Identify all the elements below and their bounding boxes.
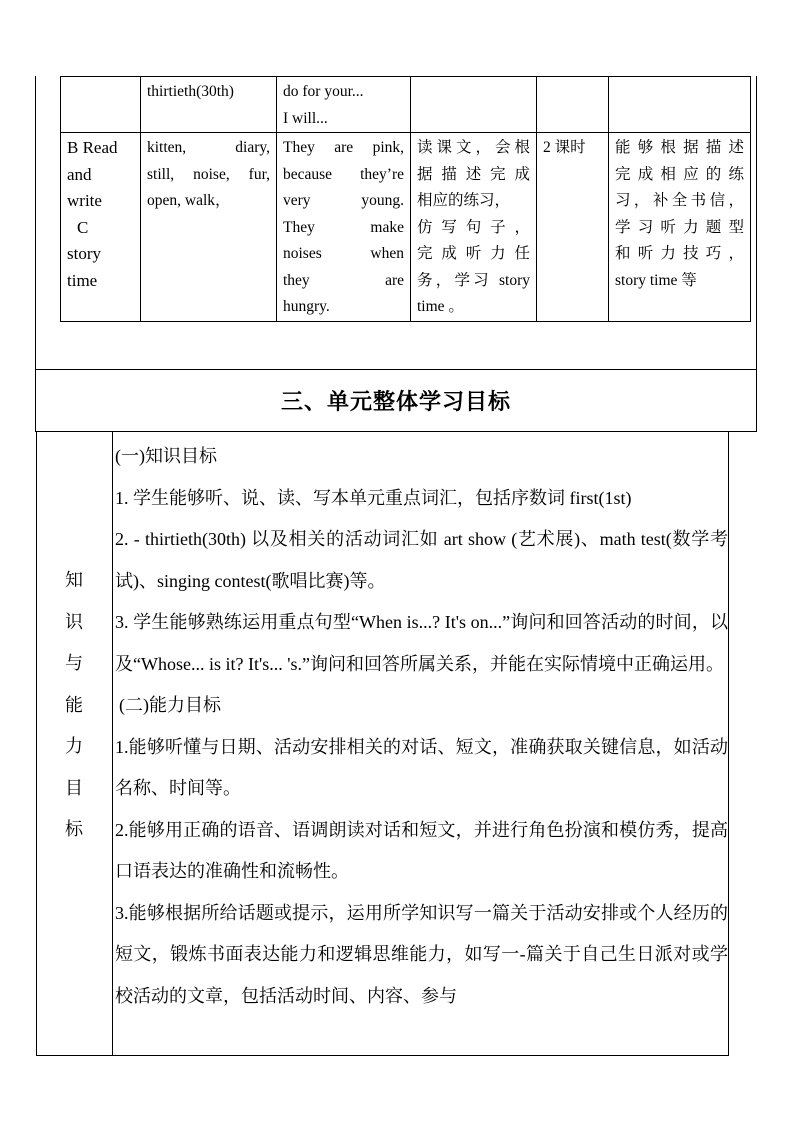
cell-vocab: thirtieth(30th) bbox=[141, 77, 277, 133]
activity-line: 完成听力任 bbox=[417, 245, 530, 262]
activity-line: time 。 bbox=[417, 298, 464, 315]
goal-line: 完成相应的练 bbox=[615, 165, 744, 183]
label-char: 识 bbox=[65, 611, 83, 632]
lesson-plan-table bbox=[60, 76, 751, 322]
cell-hours: 2 课时 bbox=[537, 133, 609, 322]
section-line: time bbox=[67, 270, 98, 290]
activity-line: 相应的练习， bbox=[417, 192, 511, 209]
sentence-line: I will... bbox=[283, 109, 328, 127]
cell-goals bbox=[609, 77, 751, 133]
section-line: and bbox=[67, 164, 92, 184]
cell-activities bbox=[411, 133, 537, 322]
sentence-line: hungry. bbox=[283, 298, 330, 315]
table-row bbox=[61, 133, 751, 322]
vocab-line: still, noise, fur, bbox=[147, 165, 270, 183]
objective-paragraph: 2.能够用正确的语音、语调朗读对话和短文，并进行角色扮演和模仿秀，提高口语表达的准确性和流畅性。 bbox=[115, 819, 728, 881]
label-char: 力 bbox=[65, 736, 83, 756]
sentence-line: They are pink, bbox=[283, 139, 404, 156]
goal-line: 习，补全书信， bbox=[615, 192, 744, 209]
label-char: 标 bbox=[65, 819, 83, 839]
cell-section bbox=[61, 77, 141, 133]
cell-sentences bbox=[277, 77, 411, 133]
activity-line: 务，学习 story bbox=[417, 271, 530, 289]
activity-line: 据描述完成 bbox=[417, 165, 530, 183]
goal-line: 学习听力题型 bbox=[615, 218, 744, 236]
subheading-knowledge: (一)知识目标 bbox=[115, 446, 217, 466]
section-line: write bbox=[67, 191, 102, 210]
label-char: 目 bbox=[65, 777, 83, 798]
sentence-line: They make bbox=[283, 218, 404, 236]
cell-section bbox=[61, 133, 141, 322]
subheading-ability: (二)能力目标 bbox=[119, 695, 221, 715]
label-char: 与 bbox=[65, 653, 83, 673]
sentence-line: very young. bbox=[283, 192, 404, 209]
goal-line: 能够根据描述 bbox=[615, 139, 744, 156]
cell-sentences bbox=[277, 133, 411, 322]
objectives-content bbox=[115, 436, 728, 1017]
section-line: B Read bbox=[67, 138, 118, 157]
activity-line: 仿写句子， bbox=[417, 218, 530, 236]
row-label bbox=[36, 560, 112, 851]
objective-paragraph: 3. 学生能够熟练运用重点句型“When is...? It's on...”询问和回答活动的时间，以及“Whose... is it? It's... 's.”询问和回答所属关系，并能在实际情境中正确运用。 bbox=[115, 612, 728, 674]
section-heading: 三、单元整体学习目标 bbox=[35, 370, 757, 432]
sentence-line: because they’re bbox=[283, 165, 404, 183]
section-line: story bbox=[67, 244, 101, 263]
column-divider bbox=[112, 432, 113, 1056]
cell-hours bbox=[537, 77, 609, 133]
objective-paragraph: 2. - thirtieth(30th) 以及相关的活动词汇如 art show (艺术展)、math test(数学考试)、singing contest(歌唱比赛)等。 bbox=[115, 529, 728, 591]
vocab-line: kitten, diary, bbox=[147, 139, 270, 156]
objective-paragraph: 1. 学生能够听、说、读、写本单元重点词汇，包括序数词 first(1st) bbox=[115, 487, 632, 508]
cell-goals bbox=[609, 133, 751, 322]
sentence-line: noises when bbox=[283, 245, 404, 262]
label-char: 知 bbox=[65, 570, 83, 590]
objective-paragraph: 3.能够根据所给话题或提示，运用所学知识写一篇关于活动安排或个人经历的短文，锻炼书面表达能力和逻辑思维能力，如写一-篇关于自己生日派对或学校活动的文章，包括活动时间、内容、参与 bbox=[115, 902, 728, 1006]
label-char: 能 bbox=[65, 694, 83, 715]
cell-vocab bbox=[141, 133, 277, 322]
goal-line: story time 等 bbox=[615, 271, 697, 289]
vocab-line: open, walk， bbox=[147, 192, 231, 209]
goal-line: 和听力技巧， bbox=[615, 245, 744, 262]
table-row bbox=[61, 77, 751, 133]
section-line: C bbox=[77, 217, 89, 237]
cell-activities bbox=[411, 77, 537, 133]
sentence-line: they are bbox=[283, 271, 404, 289]
activity-line: 读课文，会根 bbox=[417, 139, 530, 156]
objective-paragraph: 1.能够听懂与日期、活动安排相关的对话、短文，准确获取关键信息，如活动名称、时间等。 bbox=[115, 736, 728, 798]
sentence-line: do for your... bbox=[283, 83, 364, 100]
